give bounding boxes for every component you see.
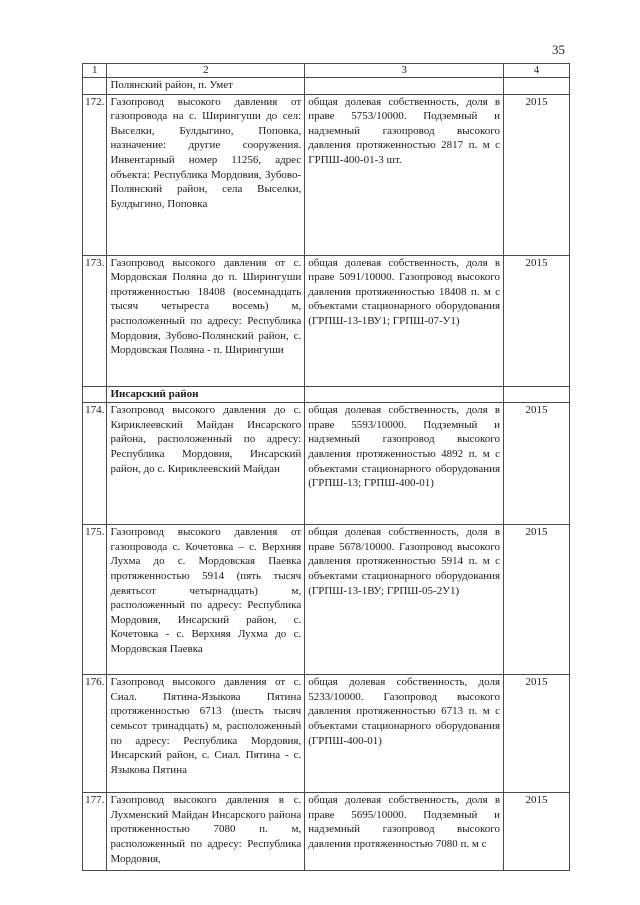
section-row — [83, 386, 570, 403]
year: 2015 — [504, 94, 570, 255]
object-description: Газопровод высокого давления до с. Кириклеевский Майдан Инсарского района, расположенный по адресу: Республика Мордовия, Инсарский район, до с. Кириклеевский Майдан — [107, 403, 305, 525]
ownership-details: общая долевая собственность, доля в праве 5695/10000. Подземный и надземный газопровод высокого давления протяженностью 7080 п. м с — [305, 793, 504, 871]
row-number: 172. — [83, 94, 107, 255]
row-number: 173. — [83, 255, 107, 386]
column-number-row — [83, 64, 570, 78]
year: 2015 — [504, 403, 570, 525]
ownership-details: общая долевая собственность, доля в праве 5678/10000. Газопровод высокого давления протяженностью 5914 п. м с объектами стационарного оборудования (ГРПШ-13-1ВУ; ГРПШ-05-2У1) — [305, 525, 504, 675]
table-row — [83, 94, 570, 255]
column-header-2: 2 — [107, 64, 305, 78]
page-number: 35 — [552, 42, 565, 57]
table-row — [83, 525, 570, 675]
row-number: 177. — [83, 793, 107, 871]
ownership-details: общая долевая собственность, доля в праве 5593/10000. Подземный и надземный газопровод высокого давления протяженностью 4892 п. м с объектами стационарного оборудования (ГРПШ-13; ГРПШ-400-01) — [305, 403, 504, 525]
object-description: Газопровод высокого давления от газопровода с. Кочетовка – с. Верхняя Лухма до с. Мордовская Паевка протяженностью 5914 (пять тысяч девятьсот четырнадцать) м, расположенный по адресу: Республика Мордовия, Инсарский район, с. Кочетовка - с. Верхняя Лухма до с. Мордовская Паевка — [107, 525, 305, 675]
year: 2015 — [504, 525, 570, 675]
table-row — [83, 403, 570, 525]
table-row — [83, 675, 570, 793]
column-header-3: 3 — [305, 64, 504, 78]
section-row — [83, 78, 570, 95]
row-number: 175. — [83, 525, 107, 675]
section-title: Инсарский район — [107, 386, 305, 403]
property-register-table — [82, 63, 570, 871]
column-header-4: 4 — [504, 64, 570, 78]
row-number: 176. — [83, 675, 107, 793]
table-row — [83, 793, 570, 871]
object-description: Газопровод высокого давления от с. Сиал. Пятина-Языкова Пятина протяженностью 6713 (шесть тысяч семьсот тринадцать) м, расположенный по адресу: Республика Мордовия, Инсарский район, с. Сиал. Пятина - с. Языкова Пятина — [107, 675, 305, 793]
ownership-details: общая долевая собственность, доля 5233/10000. Газопровод высокого давления протяженностью 6713 п. м с объектами стационарного оборудования (ГРПШ-400-01) — [305, 675, 504, 793]
object-description: Газопровод высокого давления от с. Мордовская Поляна до п. Ширингуши протяженностью 18408 (восемнадцать тысяч четыреста восемь) м, расположенный по адресу: Республика Мордовия, Зубово-Полянский район, с. Мордовская Поляна - п. Ширингуши — [107, 255, 305, 386]
row-number: 174. — [83, 403, 107, 525]
object-description: Газопровод высокого давления от газопровода на с. Ширингуши до сел: Выселки, Булдыгино, Поповка, назначение: другие сооружения. Инвентарный номер 11256, адрес объекта: Республика Мордовия, Зубово-Полянский район, села Выселки, Булдыгино, Поповка — [107, 94, 305, 255]
year: 2015 — [504, 255, 570, 386]
ownership-details: общая долевая собственность, доля в праве 5753/10000. Подземный и надземный газопровод высокого давления протяженностью 2817 п. м с ГРПШ-400-01-3 шт. — [305, 94, 504, 255]
year: 2015 — [504, 793, 570, 871]
table-row — [83, 255, 570, 386]
section-title: Полянский район, п. Умет — [107, 78, 305, 95]
column-header-1: 1 — [83, 64, 107, 78]
ownership-details: общая долевая собственность, доля в праве 5091/10000. Газопровод высокого давления протяженностью 18408 п. м с объектами стационарного оборудования (ГРПШ-13-1ВУ1; ГРПШ-07-У1) — [305, 255, 504, 386]
object-description: Газопровод высокого давления в с. Лухменский Майдан Инсарского района протяженностью 7080 п. м, расположенный по адресу: Республика Мордовия, — [107, 793, 305, 871]
year: 2015 — [504, 675, 570, 793]
